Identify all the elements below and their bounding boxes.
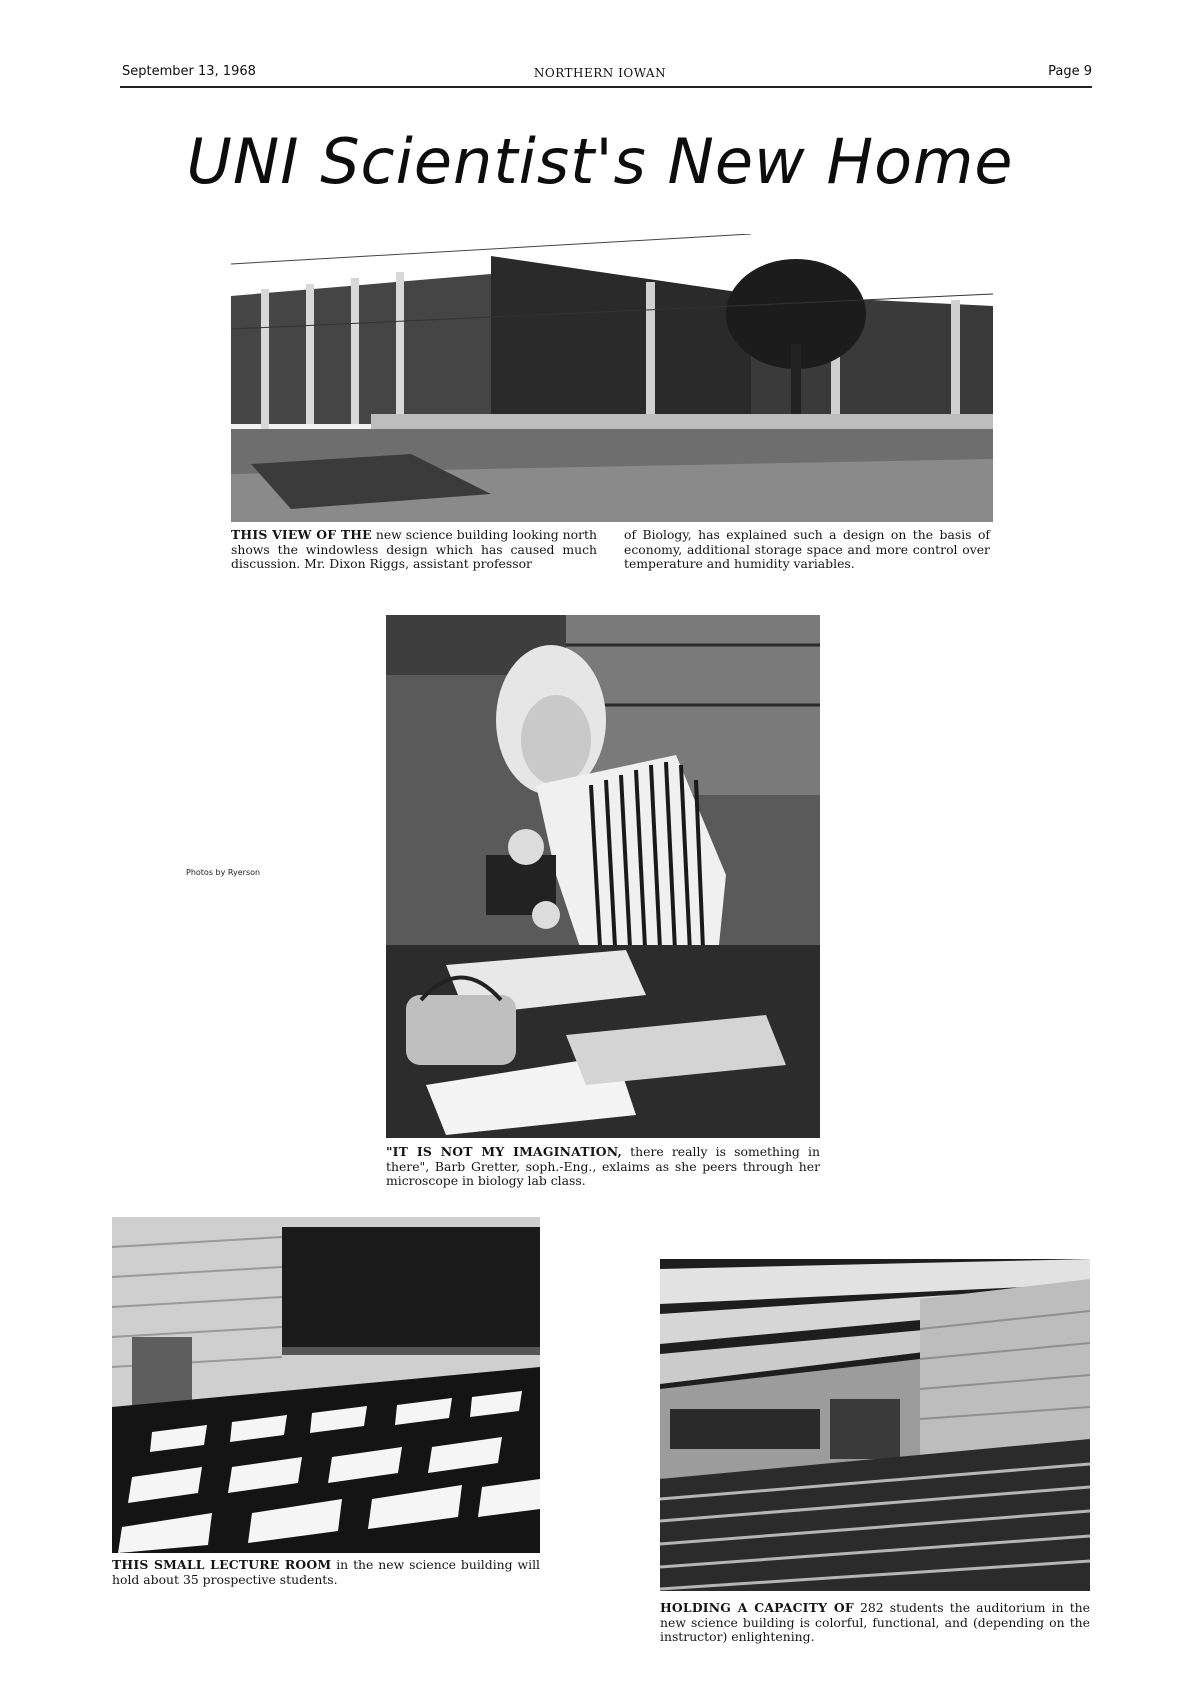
auditorium-caption-text: 282 students the auditorium in the new science building is colorful, functional, and (depending on the instructor) enlightening.: [660, 1600, 1090, 1645]
photo-credit: Photos by Ryerson: [186, 868, 261, 877]
small-lecture-caption-lead: THIS SMALL LECTURE ROOM: [112, 1557, 332, 1572]
building-caption-text: new science building looking north shows the windowless design which has caused much discussion. Mr. Dixon Riggs, assistant professor: [231, 527, 597, 572]
small-lecture-room-photo: [112, 1217, 540, 1553]
issue-date: September 13, 1968: [122, 64, 256, 79]
page-number: Page 9: [1048, 64, 1092, 79]
building-caption-part-2: of Biology, has explained such a design on the basis of economy, additional storage space and more control over temperature and humidity variables.: [624, 527, 990, 572]
auditorium-caption: [660, 1601, 1090, 1645]
lab-caption-text: there really is something in there", Barb Gretter, soph.-Eng., exlaims as she peers through her microscope in biology lab class.: [386, 1144, 820, 1189]
building-caption-lead: THIS VIEW OF THE: [231, 527, 372, 542]
small-lecture-caption: [112, 1558, 540, 1587]
auditorium-caption-lead: HOLDING A CAPACITY OF: [660, 1600, 854, 1615]
small-lecture-caption-text: in the new science building will hold about 35 prospective students.: [112, 1557, 540, 1587]
lab-caption: [386, 1145, 820, 1189]
auditorium-photo: [660, 1259, 1090, 1591]
lab-caption-lead: "IT IS NOT MY IMAGINATION,: [386, 1144, 622, 1159]
building-caption-part-1: [231, 528, 597, 572]
header-rule: [120, 86, 1092, 88]
page-headline: UNI Scientist's New Home: [186, 125, 1014, 198]
newspaper-name: NORTHERN IOWAN: [533, 66, 667, 80]
science-building-photo: [231, 234, 993, 522]
biology-lab-photo: [386, 615, 820, 1138]
